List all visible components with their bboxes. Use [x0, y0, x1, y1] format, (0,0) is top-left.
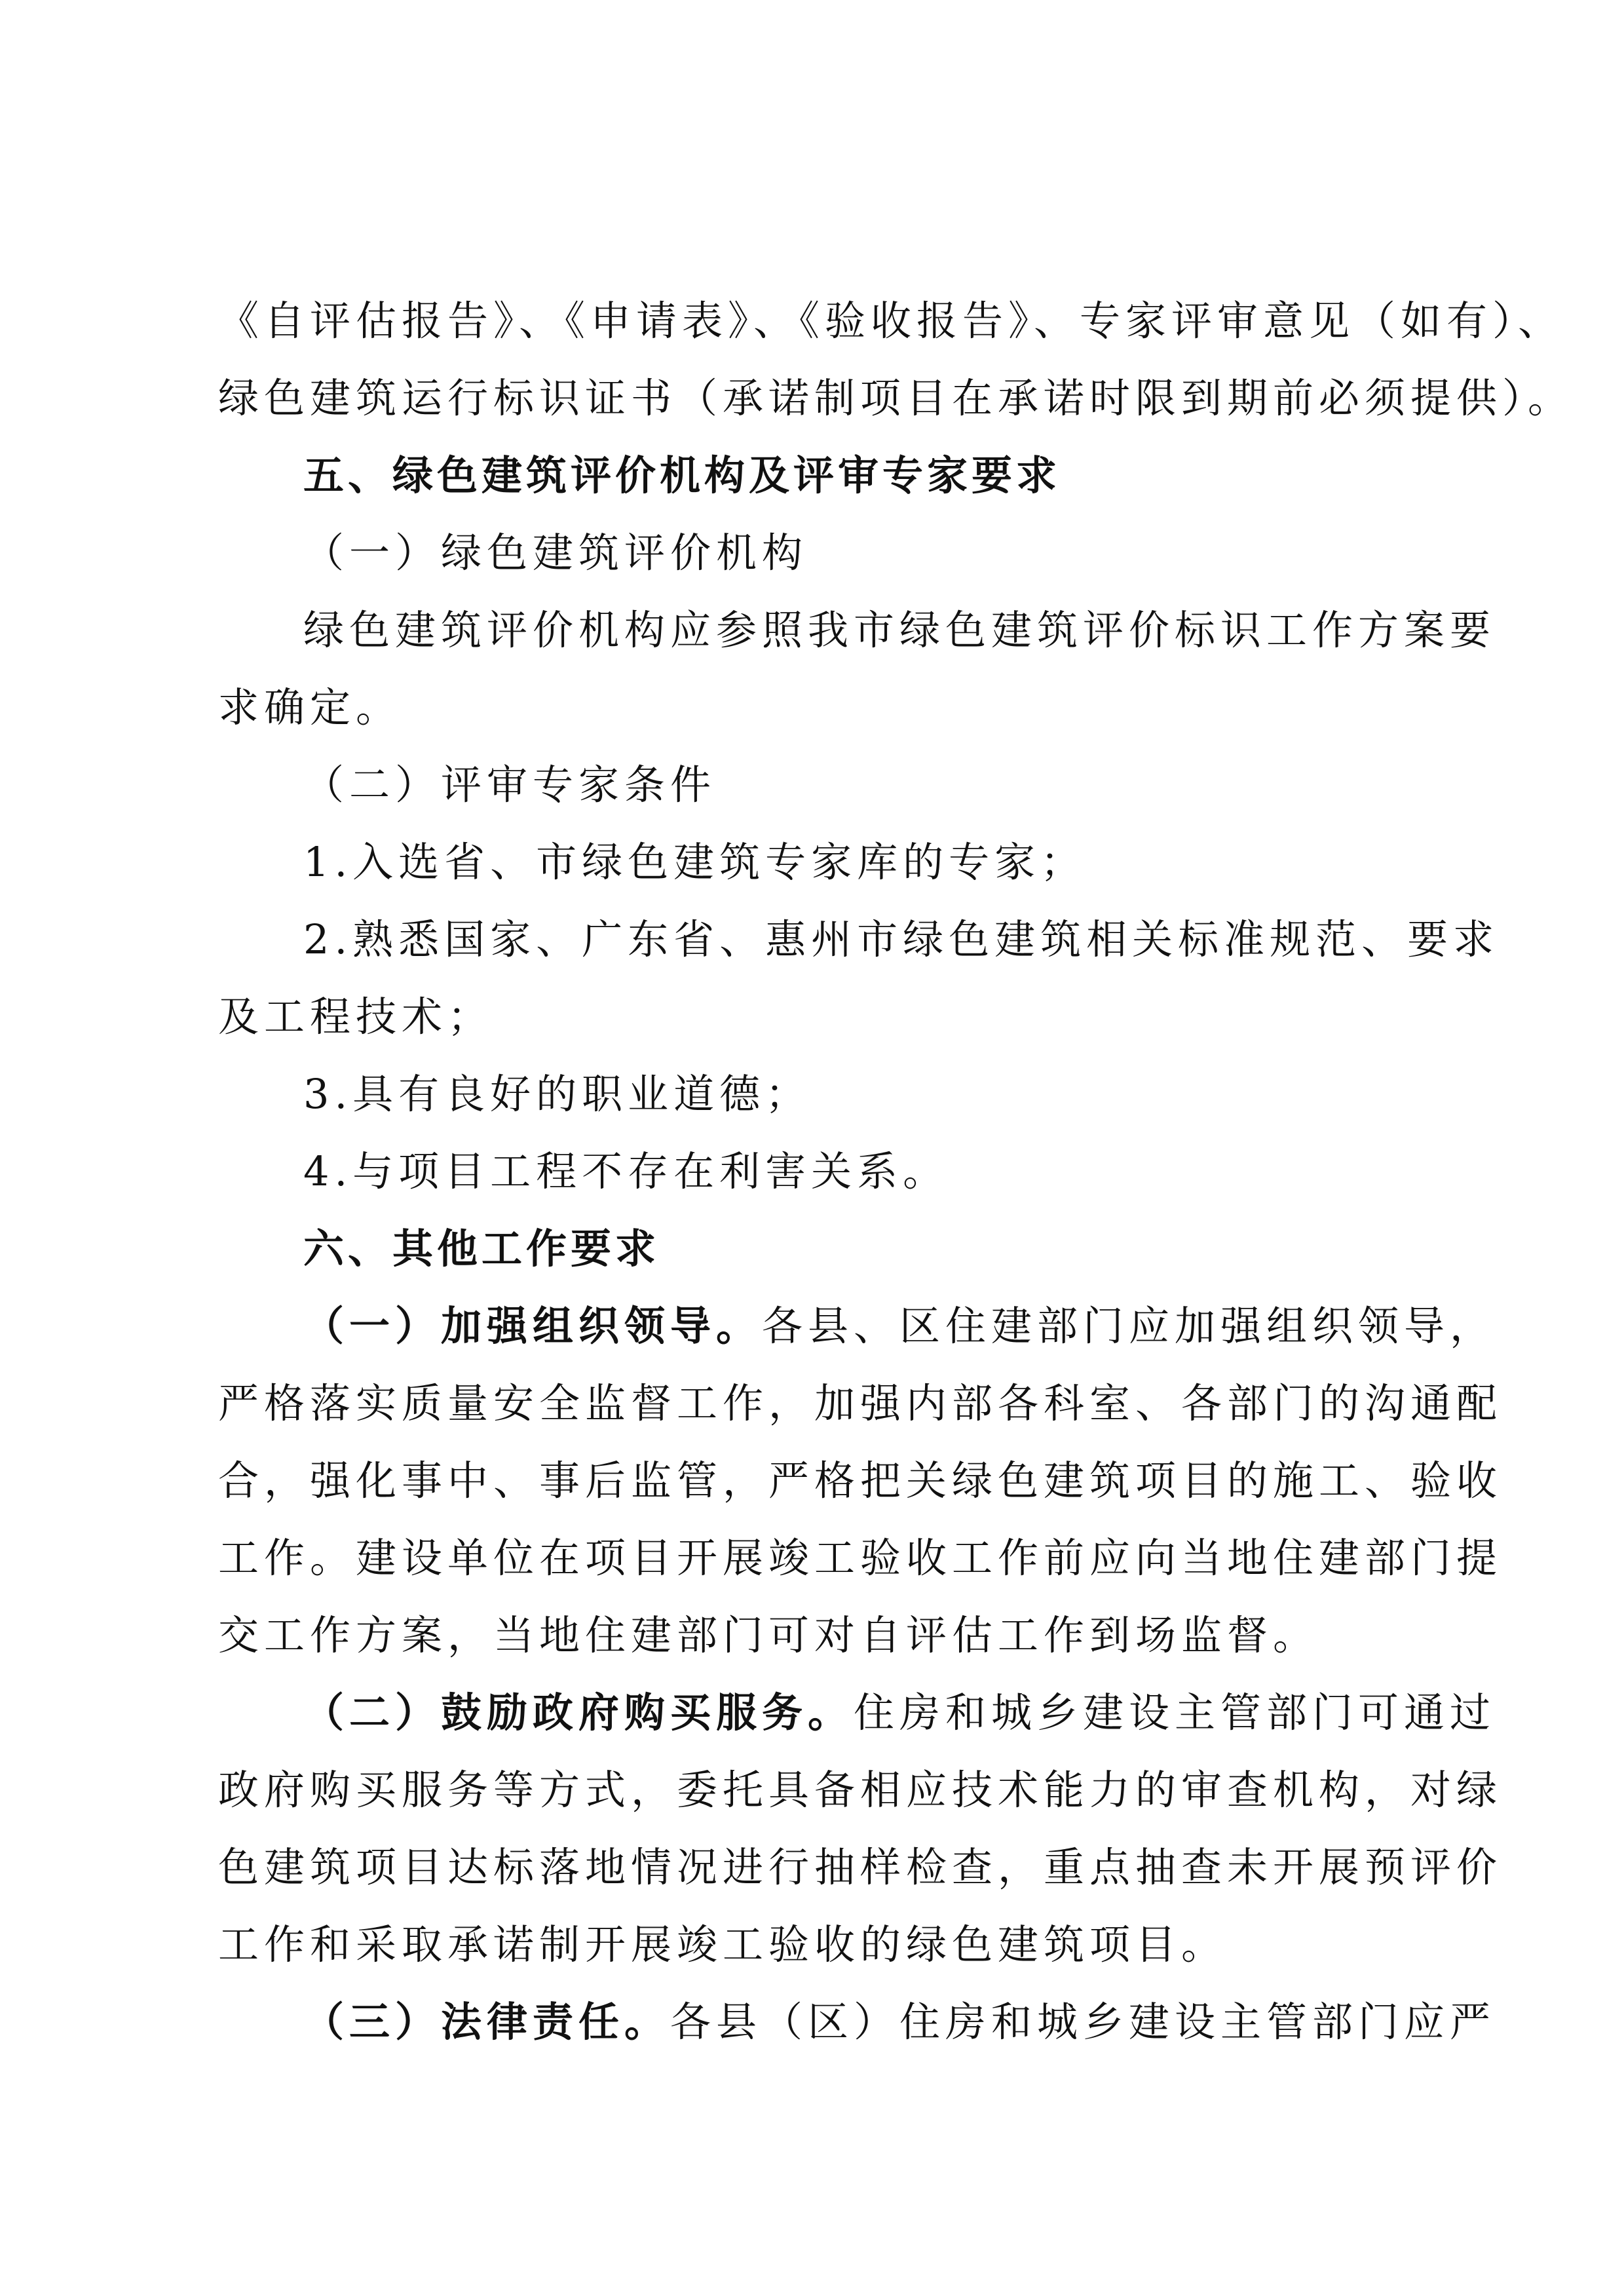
paragraph-line: 交工作方案，当地住建部门可对自评估工作到场监督。: [218, 1611, 1319, 1659]
section-heading: 五、绿色建筑评价机构及评审专家要求: [303, 451, 1061, 499]
list-item: 3.具有良好的职业道德；: [303, 1070, 812, 1118]
paragraph-line: 合，强化事中、事后监管，严格把关绿色建筑项目的施工、验收: [218, 1457, 1503, 1504]
paragraph-line: 严格落实质量安全监督工作，加强内部各科室、各部门的沟通配: [218, 1379, 1503, 1427]
list-item: 1.入选省、市绿色建筑专家库的专家；: [303, 838, 1087, 886]
paragraph-lead: （一）加强组织领导。: [303, 1302, 763, 1350]
paragraph-line: 工作。建设单位在项目开展竣工验收工作前应向当地住建部门提: [218, 1534, 1503, 1582]
paragraph-line: [303, 1675, 1496, 1751]
paragraph-line: 工作和采取承诺制开展竣工验收的绿色建筑项目。: [218, 1921, 1228, 1968]
paragraph-text: 各县、区住建部门应加强组织领导，: [762, 1302, 1496, 1350]
paragraph-text: 住房和城乡建设主管部门可通过: [854, 1689, 1496, 1736]
subsection-title: （一）绿色建筑评价机构: [303, 529, 808, 577]
list-item-continuation: 及工程技术；: [218, 993, 494, 1041]
paragraph-text: 各县（区）住房和城乡建设主管部门应严: [670, 1998, 1496, 2046]
paragraph-line: 政府购买服务等方式，委托具备相应技术能力的审查机构，对绿: [218, 1766, 1503, 1814]
paragraph-line: 《自评估报告》、《申请表》、《验收报告》、专家评审意见（如有）、: [218, 297, 1564, 345]
paragraph-line: 绿色建筑运行标识证书（承诺制项目在承诺时限到期前必须提供）。: [218, 374, 1574, 422]
paragraph-line: [303, 1288, 1496, 1364]
subsection-title: （二）评审专家条件: [303, 761, 717, 809]
paragraph-lead: （三）法律责任。: [303, 1998, 671, 2046]
paragraph-lead: （二）鼓励政府购买服务。: [303, 1689, 854, 1736]
paragraph-line: 求确定。: [218, 683, 402, 731]
paragraph-line: [303, 1984, 1496, 2060]
paragraph-line: 绿色建筑评价机构应参照我市绿色建筑评价标识工作方案要: [303, 606, 1496, 654]
list-item: 2.熟悉国家、广东省、惠州市绿色建筑相关标准规范、要求: [303, 915, 1500, 963]
list-item: 4.与项目工程不存在利害关系。: [303, 1147, 949, 1195]
paragraph-line: 色建筑项目达标落地情况进行抽样检查，重点抽查未开展预评价: [218, 1843, 1503, 1891]
section-heading: 六、其他工作要求: [303, 1225, 660, 1272]
